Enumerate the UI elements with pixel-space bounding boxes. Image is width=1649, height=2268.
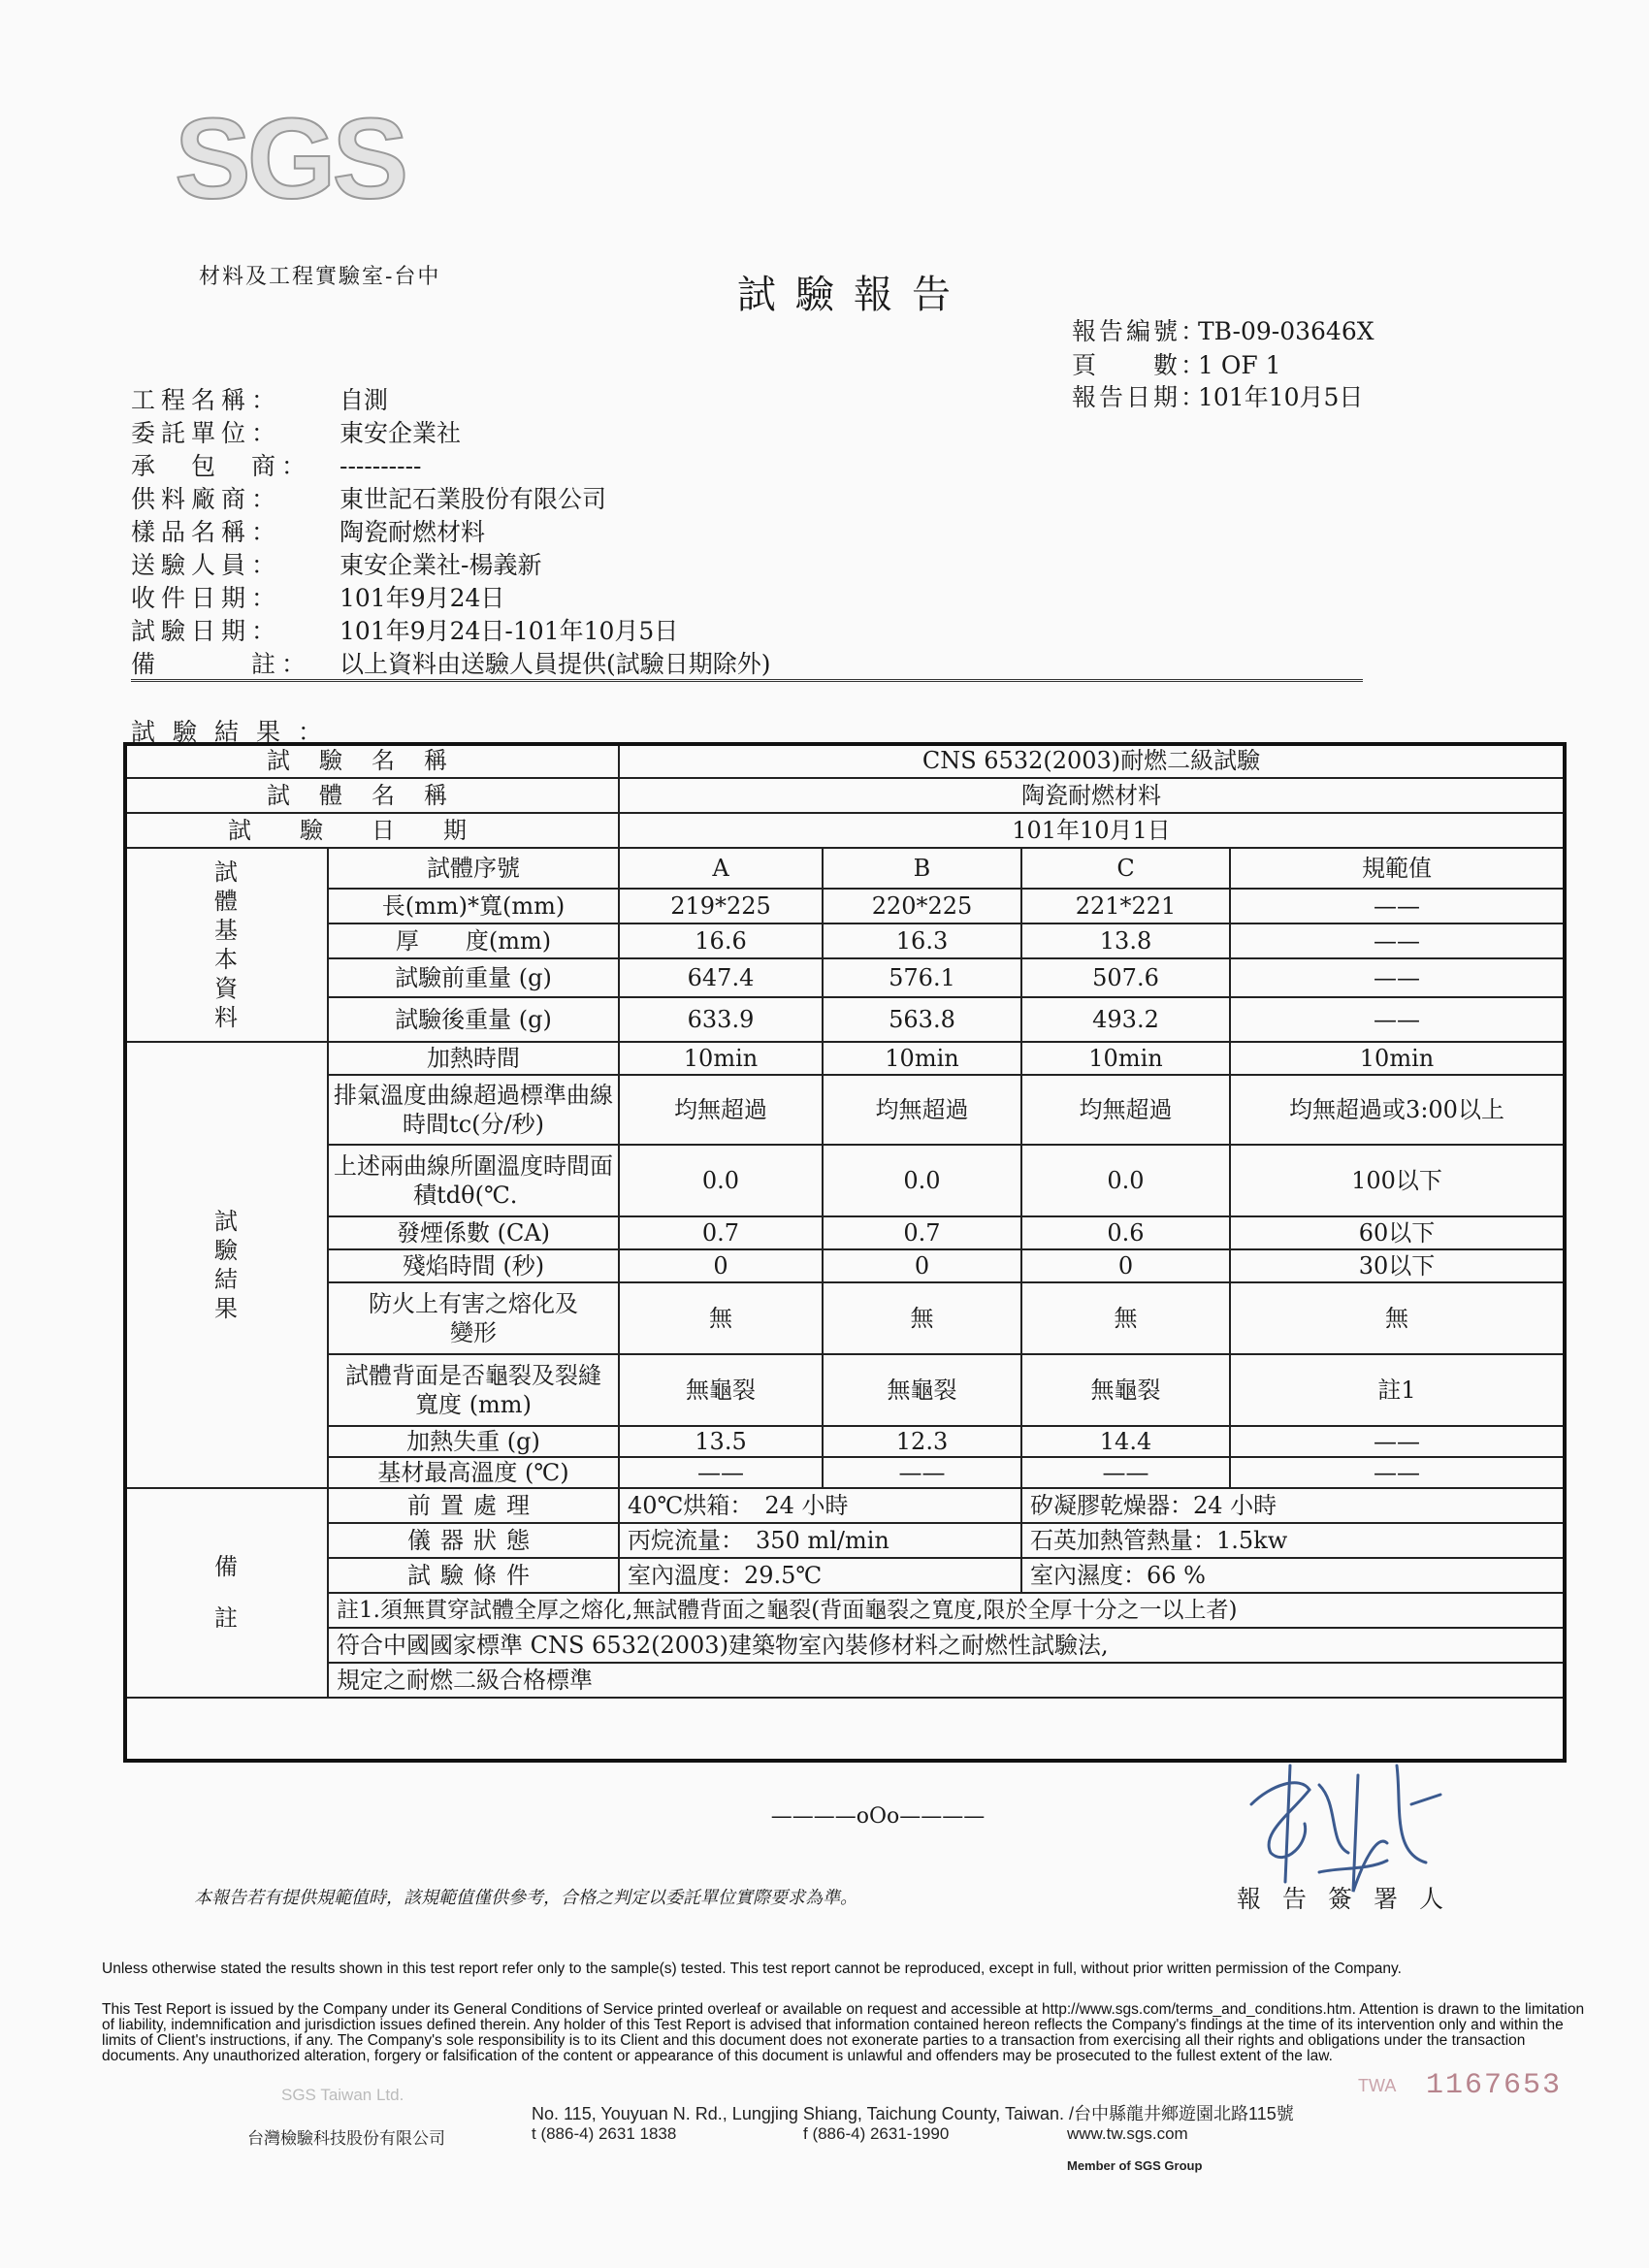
info-row: 工程名稱： 自測 xyxy=(131,386,389,414)
table-row xyxy=(124,1663,1564,1698)
remarks-group-label: 備註 xyxy=(214,1553,238,1632)
table-row: 試體基本資料 試體序號 A B C 規範值 xyxy=(124,848,1564,889)
company-fax: f (886-4) 2631-1990 xyxy=(803,2124,950,2143)
table-row: 防火上有害之熔化及變形 無 無 無 無 xyxy=(124,1282,1564,1354)
svg-text:SGS: SGS xyxy=(175,95,405,215)
company-name-en: SGS Taiwan Ltd. xyxy=(281,2086,404,2104)
divider xyxy=(131,679,1363,682)
result-group-label: 試驗結果 xyxy=(214,1208,238,1322)
end-mark: ————oOo———— xyxy=(770,1804,986,1829)
lab-name: 材料及工程實驗室-台中 xyxy=(199,265,441,289)
table-row: 上述兩曲線所圍溫度時間面積tdθ(℃． 0.0 0.0 0.0 100以下 xyxy=(124,1145,1564,1216)
results-heading: 試驗結果： xyxy=(131,718,340,746)
table-row: 基材最高溫度 (℃) —— —— —— —— xyxy=(124,1457,1564,1488)
table-row: 試驗條件 室內溫度：29.5℃ 室內濕度：66 % xyxy=(124,1558,1564,1593)
report-number: TB-09-03646X xyxy=(1198,317,1374,345)
results-table xyxy=(123,742,1565,1699)
info-row: 委託單位： 東安企業社 xyxy=(131,419,462,447)
table-row: 試體名稱 陶瓷耐燃材料 xyxy=(124,778,1564,813)
info-row: 備 註： 以上資料由送驗人員提供(試驗日期除外) xyxy=(131,650,771,678)
table-row: 試體背面是否龜裂及裂縫寬度 (mm) 無龜裂 無龜裂 無龜裂 註1 xyxy=(124,1354,1564,1426)
company-address: No. 115, Youyuan N. Rd., Lungjing Shiang, Taichung County, Taiwan. /台中縣龍井鄉遊園北路115號 xyxy=(532,2104,1294,2123)
company-web: www.tw.sgs.com xyxy=(1067,2124,1188,2143)
table-row: 試驗日期 101年10月1日 xyxy=(124,813,1564,848)
sgs-logo xyxy=(173,89,405,215)
info-row: 供料廠商： 東世記石業股份有限公司 xyxy=(131,485,607,513)
table-row: 厚 度(mm) 16.6 16.3 13.8 —— xyxy=(124,923,1564,958)
table-row: 長(mm)*寬(mm) 219*225 220*225 221*221 —— xyxy=(124,889,1564,923)
legal-terms: This Test Report is issued by the Company under its General Conditions of Service printed overleaf or available on request and accessible at http://www.sgs.com/terms_and_conditions.htm. Attention is drawn to the limitation of liability, indemnification and jurisdiction issues defined therein. Any holder of this Test Report is advised that information contained hereon reflects the Company's findings at the time of its intervention only and within the limits of Client's instructions, if any. The Company's sole responsibility is to its Client and this document does not exonerate parties to a transaction from exercising all their rights and obligations under the transaction documents. Any unauthorized alteration, forgery or falsification of the content or appearance of this document is unlawful and offenders may be prosecuted to the fullest extent of the law. xyxy=(102,2001,1585,2064)
company-tel: t (886-4) 2631 1838 xyxy=(532,2124,677,2143)
table-row: 儀器狀態 丙烷流量： 350 ml/min 石英加熱管熱量：1.5kw xyxy=(124,1523,1564,1558)
note-1: 註1.須無貫穿試體全厚之熔化,無試體背面之龜裂(背面龜裂之寬度,限於全厚十分之一以上者) xyxy=(328,1593,1564,1628)
page-count: 1 OF 1 xyxy=(1198,351,1281,379)
signer-label: 報告簽署人 xyxy=(1237,1885,1466,1913)
table-row: 試驗後重量 (g) 633.9 563.8 493.2 —— xyxy=(124,997,1564,1042)
table-row xyxy=(124,1628,1564,1663)
info-row: 送驗人員： 東安企業社-楊義新 xyxy=(131,551,542,579)
member-text: Member of SGS Group xyxy=(1067,2158,1203,2173)
table-row xyxy=(124,1593,1564,1628)
info-row: 試驗日期： 101年9月24日-101年10月5日 xyxy=(131,617,679,645)
legal-disclaimer: Unless otherwise stated the results shown in this test report refer only to the sample(s) tested. This test report cannot be reproduced, except in full, without prior written permission of the Company. xyxy=(102,1960,1402,1977)
table-row: 試驗前重量 (g) 647.4 576.1 507.6 —— xyxy=(124,958,1564,997)
footnote: 本報告若有提供規範值時，該規範值僅供參考，合格之判定以委託單位實際要求為準。 xyxy=(194,1888,857,1908)
table-row: 備註 前置處理 40℃烘箱： 24 小時 矽凝膠乾燥器：24 小時 xyxy=(124,1488,1564,1523)
table-row: 試驗結果 加熱時間 10min 10min 10min 10min xyxy=(124,1042,1564,1075)
info-row: 樣品名稱： 陶瓷耐燃材料 xyxy=(131,518,486,546)
table-row: 殘焰時間 (秒) 0 0 0 30以下 xyxy=(124,1249,1564,1282)
info-row: 承 包 商： ---------- xyxy=(131,452,422,480)
pages-row: 頁 數：1 OF 1 xyxy=(1072,351,1281,379)
page-title: 試驗報告 xyxy=(737,273,970,317)
note-2: 符合中國國家標準 CNS 6532(2003)建築物室內裝修材料之耐燃性試驗法, xyxy=(328,1628,1564,1663)
report-number-row: 報告編號：TB-09-03646X xyxy=(1072,317,1374,345)
table-row: 排氣溫度曲線超過標準曲線時間tc(分/秒) 均無超過 均無超過 均無超過 均無超過或3:00以上 xyxy=(124,1075,1564,1145)
table-row: 加熱失重 (g) 13.5 12.3 14.4 —— xyxy=(124,1426,1564,1457)
report-date: 101年10月5日 xyxy=(1198,383,1364,411)
note-3: 規定之耐燃二級合格標準 xyxy=(328,1663,1564,1698)
table-row: 發煙係數 (CA) 0.7 0.7 0.6 60以下 xyxy=(124,1216,1564,1249)
report-date-row: 報告日期：101年10月5日 xyxy=(1072,383,1364,411)
serial-prefix: TWA xyxy=(1358,2076,1397,2095)
table-row: 試驗名稱 CNS 6532(2003)耐燃二級試驗 xyxy=(124,743,1564,778)
info-row: 收件日期： 101年9月24日 xyxy=(131,584,505,612)
serial-number: 1167653 xyxy=(1426,2069,1563,2102)
basic-group-label: 試體基本資料 xyxy=(214,859,238,1031)
company-name-zh: 台灣檢驗科技股份有限公司 xyxy=(247,2129,445,2149)
